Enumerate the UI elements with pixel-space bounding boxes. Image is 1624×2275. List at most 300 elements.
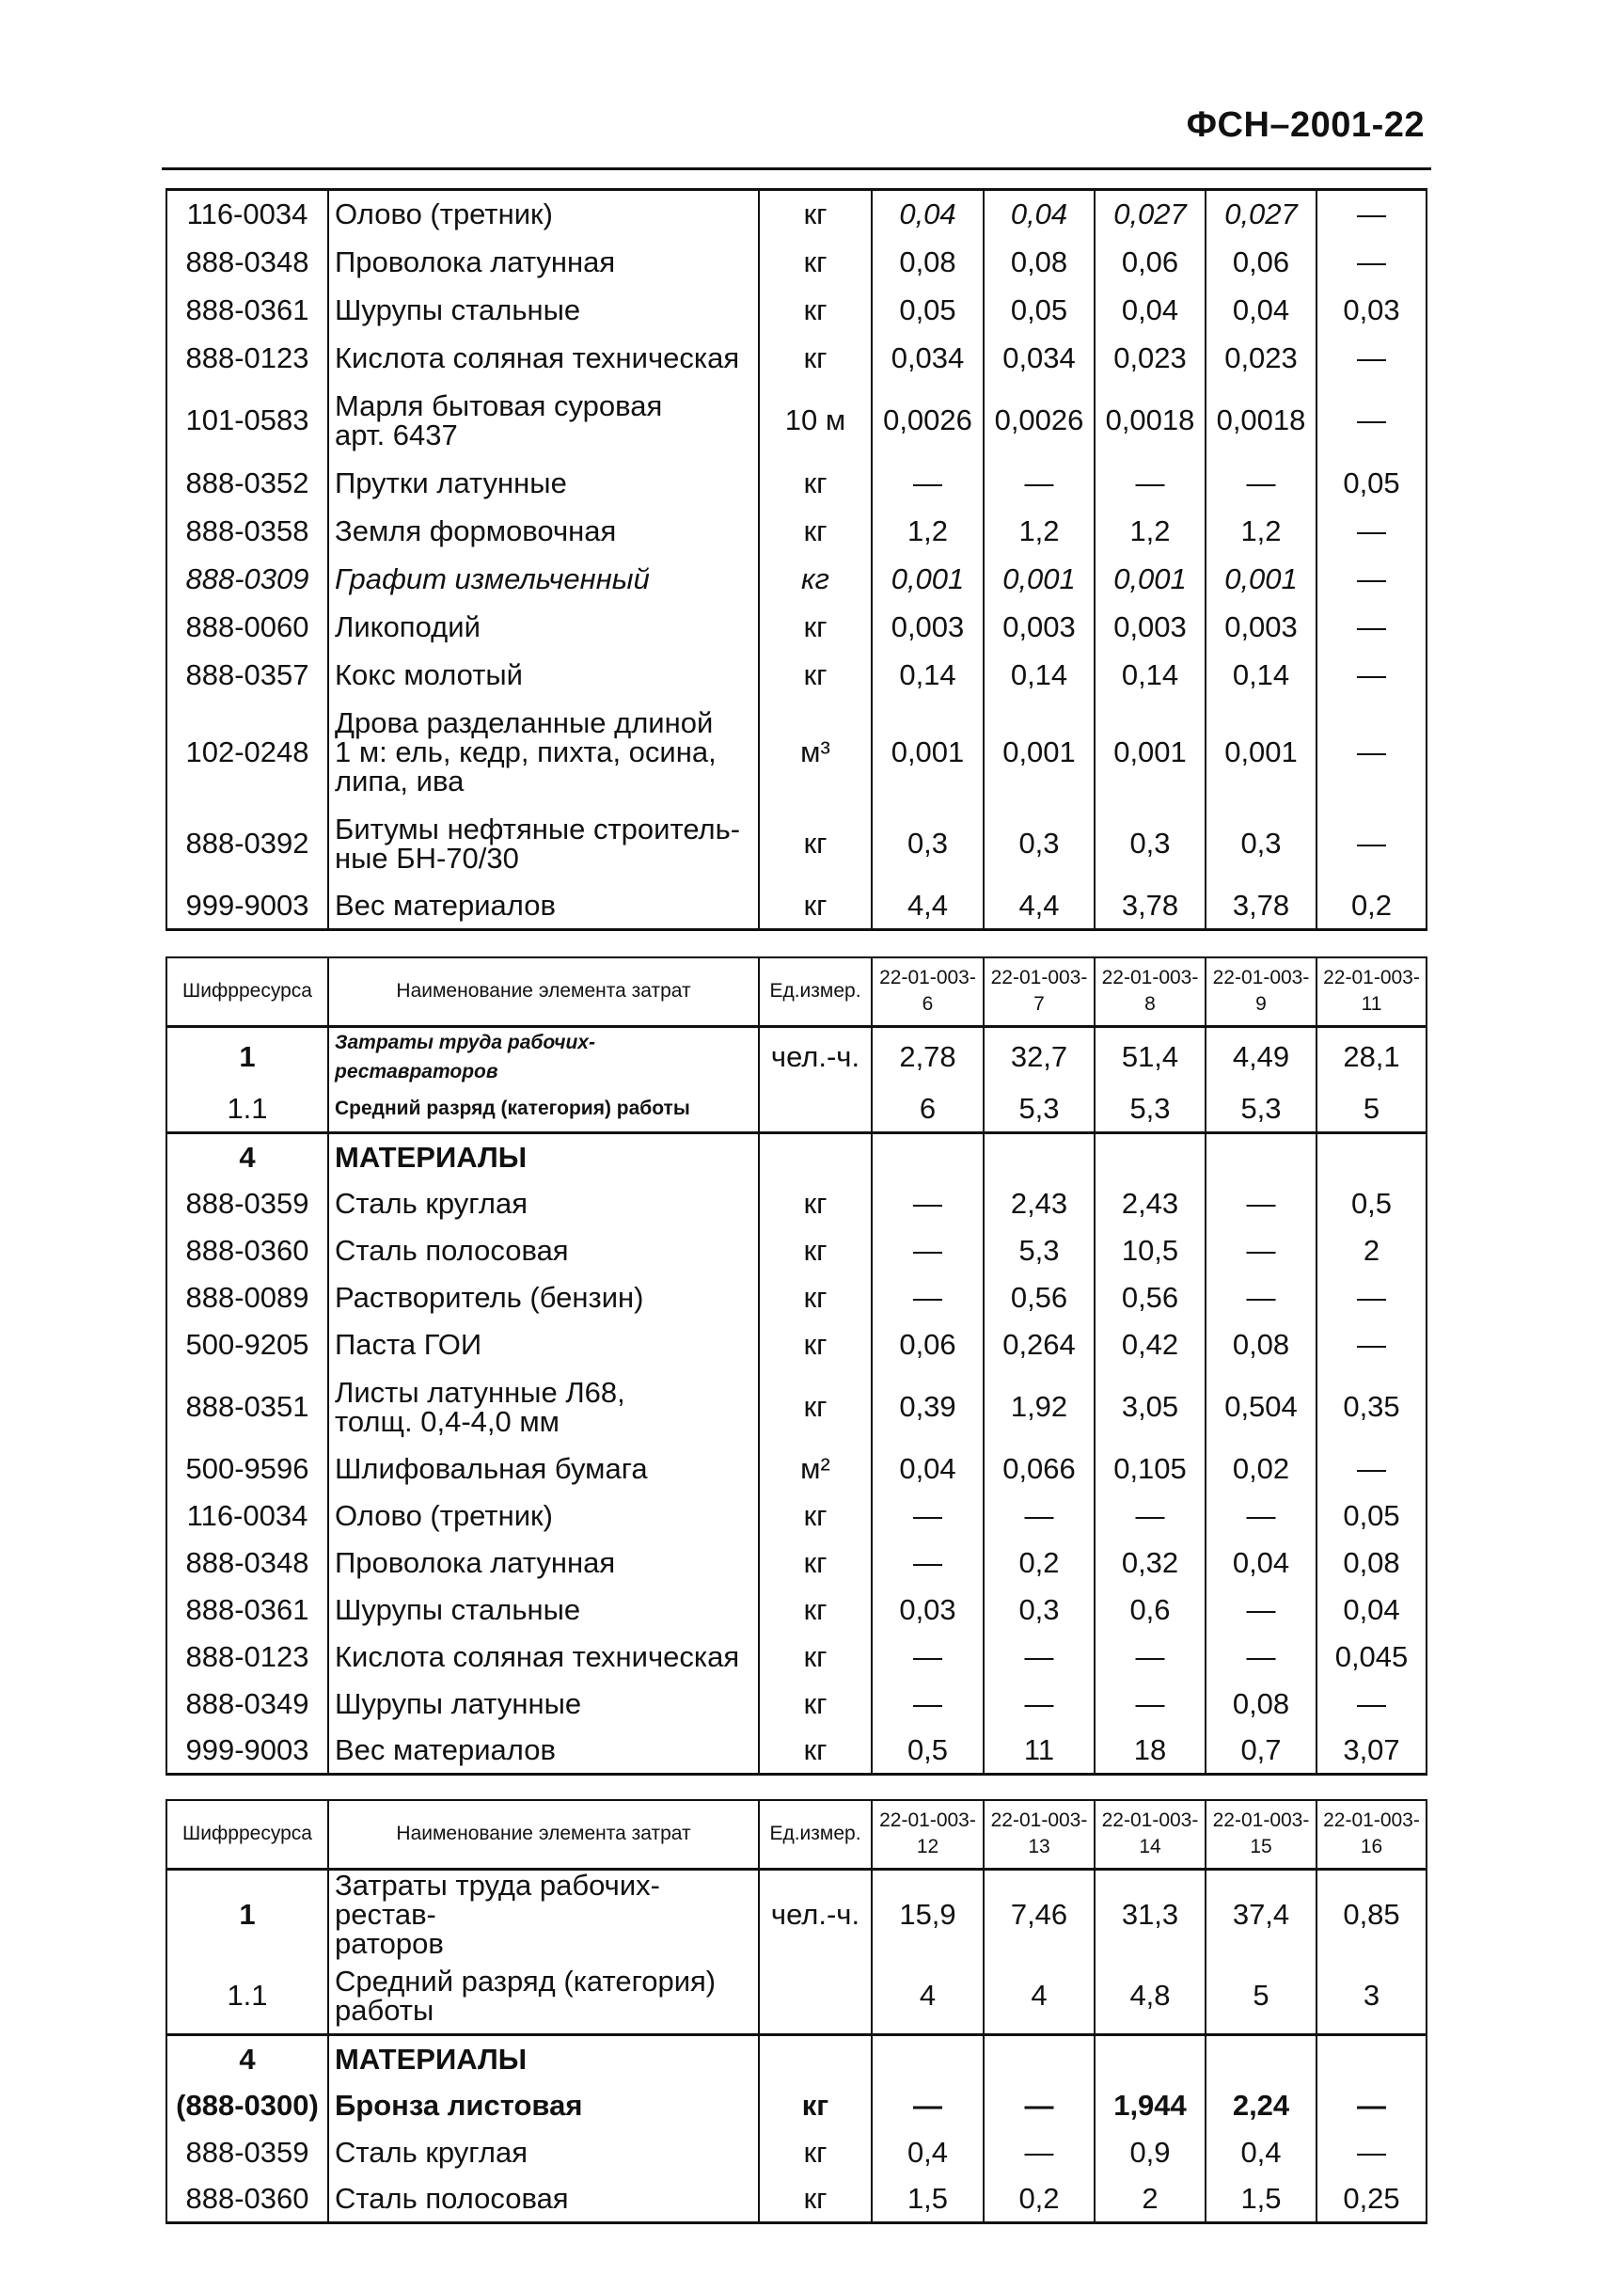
norm-value: 5 xyxy=(1317,1086,1427,1133)
table-header-row xyxy=(166,1800,1427,1869)
resource-name-line: Битумы нефтяные строитель- xyxy=(335,812,741,845)
norm-value: 0,04 xyxy=(1317,1587,1427,1634)
resource-unit: кг xyxy=(759,555,872,603)
resource-name-line: Дрова разделанные длиной xyxy=(335,705,714,739)
header-text: 22-01- xyxy=(990,1809,1049,1832)
page-title: ФСН–2001-22 xyxy=(1186,105,1425,145)
resource-name-line: раторов xyxy=(335,1926,444,1960)
norm-value: — xyxy=(1206,1227,1317,1274)
norm-value: 0,04 xyxy=(984,190,1095,238)
resource-unit: кг xyxy=(759,1540,872,1587)
resource-unit xyxy=(759,1133,872,1180)
resource-unit: кг xyxy=(759,1681,872,1728)
resource-unit: кг xyxy=(759,1634,872,1681)
norm-value: 0,5 xyxy=(872,1728,984,1775)
norm-value: — xyxy=(1317,555,1427,603)
resource-code: 888-0357 xyxy=(166,651,328,699)
norm-value: 0,02 xyxy=(1206,1446,1317,1493)
norm-value: 0,05 xyxy=(872,286,984,334)
norm-value: 1,2 xyxy=(1095,507,1206,555)
resource-code: 888-0352 xyxy=(166,459,328,507)
table-row xyxy=(166,1446,1427,1493)
norm-value: 0,6 xyxy=(1095,1587,1206,1634)
resource-unit: кг xyxy=(759,2176,872,2223)
resource-unit: чел.-ч. xyxy=(759,1869,872,1958)
resource-name: Олово (третник) xyxy=(328,190,759,238)
table-row xyxy=(166,651,1427,699)
resource-code: 888-0349 xyxy=(166,1681,328,1728)
norm-value: — xyxy=(872,1227,984,1274)
norm-value: 1,5 xyxy=(1206,2176,1317,2223)
norm-value: 0,003 xyxy=(1206,603,1317,651)
header-text: Ед. xyxy=(769,980,800,1003)
header-norm-code xyxy=(1095,957,1206,1026)
resource-code: 888-0351 xyxy=(166,1368,328,1446)
resource-unit: кг xyxy=(759,1728,872,1775)
resource-unit: кг xyxy=(759,238,872,286)
header-text: измер. xyxy=(799,1823,861,1845)
norm-value: 0,001 xyxy=(984,555,1095,603)
norm-value: 1,2 xyxy=(872,507,984,555)
resource-code: 888-0360 xyxy=(166,1227,328,1274)
table-row xyxy=(166,1681,1427,1728)
norm-value: 0,56 xyxy=(1095,1274,1206,1321)
header-text: ресурса xyxy=(238,1823,312,1845)
norm-value xyxy=(1206,2035,1317,2082)
table-row xyxy=(166,1493,1427,1540)
resource-unit xyxy=(759,1086,872,1133)
norm-value: 0,56 xyxy=(984,1274,1095,1321)
resource-code: 888-0123 xyxy=(166,1634,328,1681)
resource-code: 888-0358 xyxy=(166,507,328,555)
header-text: 22-01- xyxy=(879,1809,937,1832)
norm-value: 0,2 xyxy=(1317,882,1427,930)
table-row xyxy=(166,1728,1427,1775)
norm-value: 1,92 xyxy=(984,1368,1095,1446)
resource-unit: кг xyxy=(759,507,872,555)
resource-unit: кг xyxy=(759,190,872,238)
resource-name-line: толщ. 0,4-4,0 мм xyxy=(335,1404,560,1438)
header-text: 003-14 xyxy=(1139,1809,1199,1858)
norm-value: — xyxy=(1317,699,1427,805)
norm-value: 4,4 xyxy=(872,882,984,930)
norm-value: — xyxy=(1095,1634,1206,1681)
resource-name-line: работы xyxy=(335,1993,434,2027)
resource-unit: кг xyxy=(759,334,872,382)
resource-name: Паста ГОИ xyxy=(328,1321,759,1368)
norm-value: 31,3 xyxy=(1095,1869,1206,1958)
header-text: 003-8 xyxy=(1144,967,1199,1016)
norm-value: — xyxy=(1317,2129,1427,2176)
norm-value: 4,8 xyxy=(1095,1958,1206,2035)
norm-value: 0,027 xyxy=(1095,190,1206,238)
table-row xyxy=(166,2129,1427,2176)
norm-value: 4 xyxy=(984,1958,1095,2035)
header-text: 003-12 xyxy=(916,1809,976,1858)
resource-code: 1.1 xyxy=(166,1958,328,2035)
table-row xyxy=(166,1133,1427,1180)
norm-value: 0,2 xyxy=(984,1540,1095,1587)
resource-name: Кислота соляная техническая xyxy=(328,334,759,382)
norm-value: — xyxy=(984,2082,1095,2129)
resource-unit: кг xyxy=(759,459,872,507)
norm-value: 0,05 xyxy=(1317,1493,1427,1540)
norm-value: — xyxy=(984,1634,1095,1681)
norm-value: 0,105 xyxy=(1095,1446,1206,1493)
norm-value: 0,264 xyxy=(984,1321,1095,1368)
resource-code: 888-0089 xyxy=(166,1274,328,1321)
norm-value: 0,04 xyxy=(1095,286,1206,334)
resource-unit: кг xyxy=(759,1587,872,1634)
norm-value: 37,4 xyxy=(1206,1869,1317,1958)
resource-name: Вес материалов xyxy=(328,882,759,930)
norm-value: 0,001 xyxy=(1206,699,1317,805)
resource-table-1 xyxy=(166,188,1427,931)
norm-value: — xyxy=(872,1493,984,1540)
resource-code: 116-0034 xyxy=(166,1493,328,1540)
table-row xyxy=(166,382,1427,459)
resource-name-line: Марля бытовая суровая xyxy=(335,388,663,422)
norm-value: 0,06 xyxy=(872,1321,984,1368)
resource-code: 102-0248 xyxy=(166,699,328,805)
norm-value: 0,3 xyxy=(984,805,1095,882)
resource-code: 888-0348 xyxy=(166,238,328,286)
norm-value: 0,05 xyxy=(984,286,1095,334)
table-row xyxy=(166,699,1427,805)
resource-name: Средний разряд (категория) работы xyxy=(328,1086,759,1133)
resource-name: Затраты труда рабочих-реставраторов xyxy=(328,1026,759,1086)
header-norm-code xyxy=(1317,957,1427,1026)
norm-value: — xyxy=(1206,1274,1317,1321)
header-text: 22-01- xyxy=(879,967,937,989)
header-text: 003-11 xyxy=(1361,967,1420,1016)
norm-value: 3 xyxy=(1317,1958,1427,2035)
resource-name xyxy=(328,1869,759,1958)
norm-value: 0,85 xyxy=(1317,1869,1427,1958)
norm-value: 2,24 xyxy=(1206,2082,1317,2129)
norm-value: — xyxy=(1317,382,1427,459)
norm-value xyxy=(984,2035,1095,2082)
norm-value: 0,08 xyxy=(1206,1681,1317,1728)
header-text: 003-7 xyxy=(1033,967,1088,1016)
resource-unit: кг xyxy=(759,1321,872,1368)
norm-value: 0,05 xyxy=(1317,459,1427,507)
resource-name: Олово (третник) xyxy=(328,1493,759,1540)
table-row xyxy=(166,1180,1427,1227)
norm-value: — xyxy=(1206,1587,1317,1634)
norm-value: 3,78 xyxy=(1095,882,1206,930)
norm-value: — xyxy=(1317,651,1427,699)
norm-value: — xyxy=(984,1493,1095,1540)
table-row xyxy=(166,882,1427,930)
header-norm-code xyxy=(984,957,1095,1026)
norm-value: 5 xyxy=(1206,1958,1317,2035)
table-row xyxy=(166,1368,1427,1446)
resource-name: Сталь полосовая xyxy=(328,2176,759,2223)
table-row xyxy=(166,1321,1427,1368)
norm-value: 1,944 xyxy=(1095,2082,1206,2129)
norm-value: 0,4 xyxy=(872,2129,984,2176)
resource-code: 888-0361 xyxy=(166,1587,328,1634)
resource-unit: кг xyxy=(759,1274,872,1321)
header-norm-code xyxy=(1206,1800,1317,1869)
norm-value xyxy=(1095,2035,1206,2082)
table-row xyxy=(166,2082,1427,2129)
norm-value: — xyxy=(1317,238,1427,286)
resource-code: 888-0361 xyxy=(166,286,328,334)
resource-code: 888-0392 xyxy=(166,805,328,882)
table-row xyxy=(166,1958,1427,2035)
norm-value: 0,034 xyxy=(872,334,984,382)
resource-name xyxy=(328,1958,759,2035)
resource-unit: м³ xyxy=(759,699,872,805)
norm-value: — xyxy=(1317,1321,1427,1368)
resource-table-2 xyxy=(166,956,1427,1776)
resource-name: Кокс молотый xyxy=(328,651,759,699)
norm-value: — xyxy=(1317,805,1427,882)
norm-value: 0,003 xyxy=(1095,603,1206,651)
norm-value: — xyxy=(1206,459,1317,507)
header-unit xyxy=(759,957,872,1026)
norm-value: 0,3 xyxy=(984,1587,1095,1634)
header-text: 22-01- xyxy=(1212,967,1270,989)
norm-value: 0,39 xyxy=(872,1368,984,1446)
norm-value: 51,4 xyxy=(1095,1026,1206,1086)
norm-value: 0,001 xyxy=(1206,555,1317,603)
norm-value xyxy=(984,1133,1095,1180)
norm-value: 7,46 xyxy=(984,1869,1095,1958)
norm-value: 2 xyxy=(1317,1227,1427,1274)
table-row xyxy=(166,603,1427,651)
resource-name: Бронза листовая xyxy=(328,2082,759,2129)
resource-unit xyxy=(759,2035,872,2082)
norm-value: 0,023 xyxy=(1095,334,1206,382)
resource-name: Проволока латунная xyxy=(328,238,759,286)
resource-code: 1 xyxy=(166,1026,328,1086)
norm-value: 0,001 xyxy=(1095,699,1206,805)
header-norm-code xyxy=(984,1800,1095,1869)
norm-value: 0,003 xyxy=(984,603,1095,651)
table-row xyxy=(166,805,1427,882)
norm-value: 0,3 xyxy=(1206,805,1317,882)
norm-value: — xyxy=(1317,2082,1427,2129)
norm-value: 5,3 xyxy=(984,1086,1095,1133)
resource-name: МАТЕРИАЛЫ xyxy=(328,2035,759,2082)
norm-value: 0,7 xyxy=(1206,1728,1317,1775)
resource-name: Шурупы стальные xyxy=(328,1587,759,1634)
header-text: 003-16 xyxy=(1360,1809,1420,1858)
resource-code: 888-0309 xyxy=(166,555,328,603)
norm-value: 0,04 xyxy=(1206,1540,1317,1587)
norm-value: 0,066 xyxy=(984,1446,1095,1493)
norm-value: 1,2 xyxy=(1206,507,1317,555)
resource-name: Прутки латунные xyxy=(328,459,759,507)
header-rule xyxy=(162,167,1431,170)
header-text: 22-01- xyxy=(1101,967,1159,989)
resource-code: 999-9003 xyxy=(166,1728,328,1775)
norm-value: — xyxy=(872,1180,984,1227)
norm-value: 5,3 xyxy=(1095,1086,1206,1133)
norm-value: 1,5 xyxy=(872,2176,984,2223)
norm-value: — xyxy=(1317,1681,1427,1728)
norm-value: 0,3 xyxy=(1095,805,1206,882)
resource-code: 888-0360 xyxy=(166,2176,328,2223)
header-code xyxy=(166,957,328,1026)
norm-value: 0,001 xyxy=(872,699,984,805)
resource-name: Шлифовальная бумага xyxy=(328,1446,759,1493)
resource-code: 888-0123 xyxy=(166,334,328,382)
norm-value: 0,023 xyxy=(1206,334,1317,382)
header-text: 003-6 xyxy=(922,967,976,1016)
norm-value: — xyxy=(984,2129,1095,2176)
norm-value: 4 xyxy=(872,1958,984,2035)
header-text: измер. xyxy=(799,980,861,1003)
header-code xyxy=(166,1800,328,1869)
norm-value: 0,0018 xyxy=(1206,382,1317,459)
header-text: 22-01- xyxy=(1101,1809,1159,1832)
table-row xyxy=(166,2035,1427,2082)
resource-name-line: липа, ива xyxy=(335,764,465,798)
norm-value: — xyxy=(1095,1681,1206,1728)
norm-value: — xyxy=(1317,1446,1427,1493)
resource-code: 888-0060 xyxy=(166,603,328,651)
header-text: 003-15 xyxy=(1250,1809,1310,1858)
header-norm-code xyxy=(1206,957,1317,1026)
resource-unit xyxy=(759,1958,872,2035)
norm-value: 2,43 xyxy=(984,1180,1095,1227)
norm-value: 0,034 xyxy=(984,334,1095,382)
norm-value: 4,49 xyxy=(1206,1026,1317,1086)
resource-name-line: арт. 6437 xyxy=(335,418,458,451)
resource-table-3 xyxy=(166,1799,1427,2224)
norm-value xyxy=(1095,1133,1206,1180)
resource-code: 4 xyxy=(166,1133,328,1180)
norm-value: 5,3 xyxy=(1206,1086,1317,1133)
header-text: 003-13 xyxy=(1028,1809,1088,1858)
norm-value: 3,05 xyxy=(1095,1368,1206,1446)
header-norm-code xyxy=(872,957,984,1026)
norm-value: 0,027 xyxy=(1206,190,1317,238)
resource-name: Сталь круглая xyxy=(328,1180,759,1227)
norm-value: — xyxy=(984,459,1095,507)
resource-name-line: Затраты труда рабочих-рестав- xyxy=(335,1868,660,1931)
norm-value: 0,9 xyxy=(1095,2129,1206,2176)
table-row xyxy=(166,1227,1427,1274)
norm-value: 0,06 xyxy=(1206,238,1317,286)
norm-value xyxy=(1317,2035,1427,2082)
norm-value: 5,3 xyxy=(984,1227,1095,1274)
table-row xyxy=(166,1274,1427,1321)
norm-value: 1,2 xyxy=(984,507,1095,555)
resource-name-line: 1 м: ель, кедр, пихта, осина, xyxy=(335,735,717,768)
norm-value: 0,03 xyxy=(872,1587,984,1634)
resource-unit: кг xyxy=(759,2129,872,2176)
table-row xyxy=(166,334,1427,382)
norm-value: 0,14 xyxy=(984,651,1095,699)
resource-unit: кг xyxy=(759,651,872,699)
table-row xyxy=(166,1587,1427,1634)
resource-name-line: Листы латунные Л68, xyxy=(335,1375,625,1409)
table-row xyxy=(166,1634,1427,1681)
norm-value: — xyxy=(984,1681,1095,1728)
norm-value: 18 xyxy=(1095,1728,1206,1775)
table-row xyxy=(166,555,1427,603)
norm-value: 0,25 xyxy=(1317,2176,1427,2223)
resource-code: 500-9596 xyxy=(166,1446,328,1493)
resource-unit: чел.-ч. xyxy=(759,1026,872,1086)
resource-unit: кг xyxy=(759,286,872,334)
header-norm-code xyxy=(872,1800,984,1869)
norm-value: — xyxy=(1095,1493,1206,1540)
norm-value: 0,504 xyxy=(1206,1368,1317,1446)
norm-value: — xyxy=(1317,190,1427,238)
norm-value: 0,06 xyxy=(1095,238,1206,286)
header-name: Наименование элемента затрат xyxy=(328,957,759,1026)
resource-name: Земля формовочная xyxy=(328,507,759,555)
table-row xyxy=(166,238,1427,286)
norm-value: 0,14 xyxy=(872,651,984,699)
header-text: Шифр xyxy=(182,980,239,1003)
resource-name: Ликоподий xyxy=(328,603,759,651)
resource-name xyxy=(328,1368,759,1446)
table-row xyxy=(166,1869,1427,1958)
resource-name: Графит измельченный xyxy=(328,555,759,603)
table-row xyxy=(166,1086,1427,1133)
norm-value: 0,35 xyxy=(1317,1368,1427,1446)
norm-value: — xyxy=(1317,603,1427,651)
norm-value: — xyxy=(1317,334,1427,382)
norm-value: 0,08 xyxy=(984,238,1095,286)
norm-value: 0,003 xyxy=(872,603,984,651)
table-row xyxy=(166,286,1427,334)
resource-name: Сталь полосовая xyxy=(328,1227,759,1274)
resource-code: 888-0348 xyxy=(166,1540,328,1587)
norm-value: 0,08 xyxy=(1317,1540,1427,1587)
norm-value: 0,0018 xyxy=(1095,382,1206,459)
norm-value: 0,04 xyxy=(872,190,984,238)
header-text: ресурса xyxy=(238,980,312,1003)
header-unit xyxy=(759,1800,872,1869)
resource-name: Сталь круглая xyxy=(328,2129,759,2176)
header-text: 003-9 xyxy=(1255,967,1310,1016)
resource-name: Растворитель (бензин) xyxy=(328,1274,759,1321)
resource-unit: кг xyxy=(759,2082,872,2129)
norm-value: 11 xyxy=(984,1728,1095,1775)
norm-value: — xyxy=(1206,1493,1317,1540)
resource-unit: кг xyxy=(759,882,872,930)
header-norm-code xyxy=(1317,1800,1427,1869)
norm-value xyxy=(872,2035,984,2082)
resource-code: 116-0034 xyxy=(166,190,328,238)
norm-value: 0,001 xyxy=(984,699,1095,805)
norm-value: 0,4 xyxy=(1206,2129,1317,2176)
norm-value: 3,07 xyxy=(1317,1728,1427,1775)
table-row xyxy=(166,1540,1427,1587)
norm-value: 0,3 xyxy=(872,805,984,882)
resource-name xyxy=(328,382,759,459)
norm-value: 0,04 xyxy=(872,1446,984,1493)
norm-value: — xyxy=(1206,1634,1317,1681)
resource-unit: кг xyxy=(759,805,872,882)
resource-code: 1.1 xyxy=(166,1086,328,1133)
resource-name: МАТЕРИАЛЫ xyxy=(328,1133,759,1180)
resource-code: (888-0300) xyxy=(166,2082,328,2129)
resource-unit: кг xyxy=(759,1368,872,1446)
norm-value: 6 xyxy=(872,1086,984,1133)
norm-value: — xyxy=(872,1540,984,1587)
norm-value: 0,0026 xyxy=(984,382,1095,459)
norm-value: 0,0026 xyxy=(872,382,984,459)
